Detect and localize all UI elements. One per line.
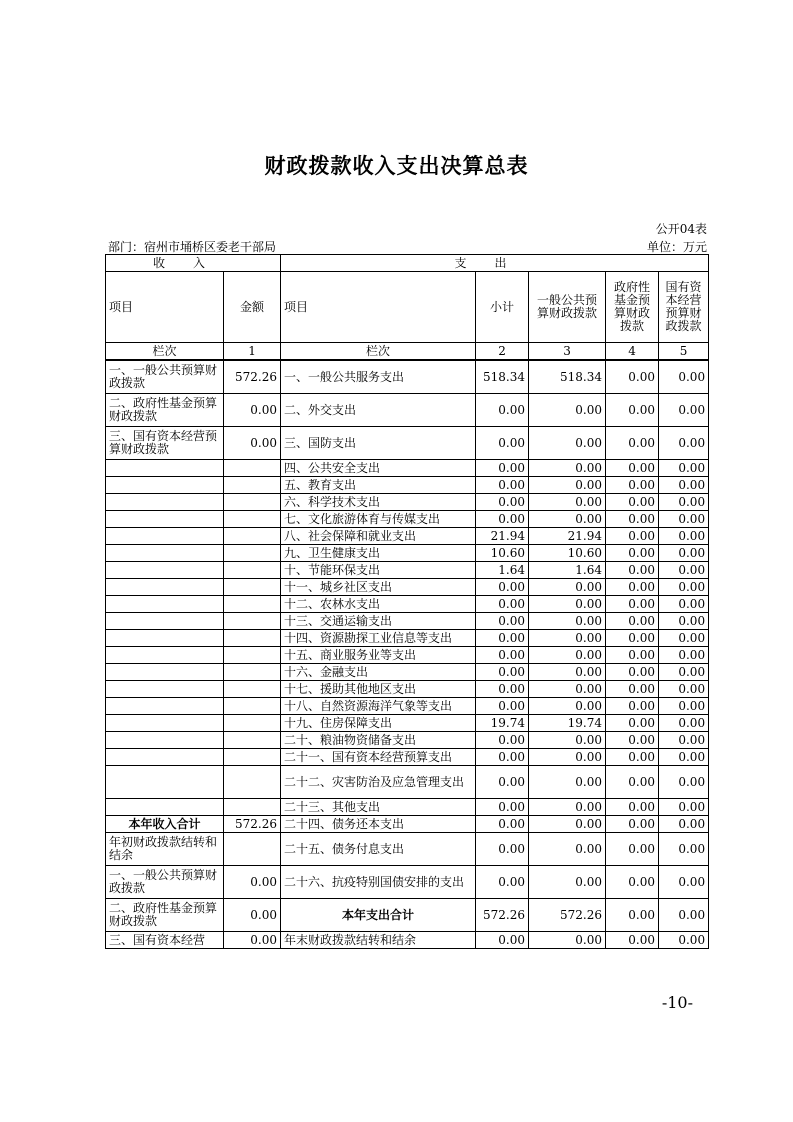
gov-fund-cell: 0.00 <box>606 816 659 833</box>
state-capital-cell: 0.00 <box>659 477 709 494</box>
general-budget-cell: 0.00 <box>529 816 606 833</box>
subtotal-cell: 0.00 <box>476 799 529 816</box>
expense-item-cell: 十七、援助其他地区支出 <box>281 681 476 698</box>
general-budget-cell: 0.00 <box>529 799 606 816</box>
table-row <box>106 732 709 749</box>
expense-item-cell: 五、教育支出 <box>281 477 476 494</box>
income-item-cell <box>106 647 224 664</box>
income-item-cell <box>106 698 224 715</box>
subtotal-cell: 0.00 <box>476 579 529 596</box>
general-budget-cell: 0.00 <box>529 664 606 681</box>
subtotal-cell: 0.00 <box>476 596 529 613</box>
table-row <box>106 562 709 579</box>
expense-item-cell: 本年支出合计 <box>281 899 476 932</box>
expense-item-cell: 十三、交通运输支出 <box>281 613 476 630</box>
state-capital-cell: 0.00 <box>659 932 709 949</box>
table-row <box>106 477 709 494</box>
general-budget-cell: 0.00 <box>529 511 606 528</box>
subtotal-cell: 21.94 <box>476 528 529 545</box>
table-row <box>106 749 709 766</box>
subtotal-cell: 0.00 <box>476 630 529 647</box>
gov-fund-cell: 0.00 <box>606 681 659 698</box>
department-label: 部门：宿州市埇桥区委老干部局 <box>108 240 277 254</box>
expense-item-cell: 十四、资源勘探工业信息等支出 <box>281 630 476 647</box>
expense-item-cell: 八、社会保障和就业支出 <box>281 528 476 545</box>
income-item-cell <box>106 613 224 630</box>
state-capital-cell: 0.00 <box>659 715 709 732</box>
table-row <box>106 613 709 630</box>
table-row <box>106 833 709 866</box>
income-item-cell: 一、一般公共预算财政拨款 <box>106 360 224 394</box>
table-row <box>106 528 709 545</box>
state-capital-cell: 0.00 <box>659 394 709 427</box>
header-row-columns <box>106 272 709 343</box>
income-amount-cell: 572.26 <box>224 816 281 833</box>
gov-fund-cell: 0.00 <box>606 596 659 613</box>
subtotal-cell: 10.60 <box>476 545 529 562</box>
state-capital-cell: 0.00 <box>659 360 709 394</box>
income-item-cell: 三、国有资本经营预算财政拨款 <box>106 427 224 460</box>
gov-fund-cell: 0.00 <box>606 833 659 866</box>
gov-fund-cell: 0.00 <box>606 427 659 460</box>
index-2: 2 <box>476 343 529 361</box>
subtotal-cell: 0.00 <box>476 833 529 866</box>
subtotal-cell: 0.00 <box>476 932 529 949</box>
gov-fund-cell: 0.00 <box>606 494 659 511</box>
gov-fund-cell: 0.00 <box>606 749 659 766</box>
expense-item-cell: 一、一般公共服务支出 <box>281 360 476 394</box>
income-amount-cell <box>224 799 281 816</box>
gov-fund-cell: 0.00 <box>606 460 659 477</box>
general-budget-cell: 0.00 <box>529 630 606 647</box>
general-budget-cell: 0.00 <box>529 681 606 698</box>
state-capital-cell: 0.00 <box>659 562 709 579</box>
subtotal-cell: 0.00 <box>476 681 529 698</box>
income-amount-cell <box>224 562 281 579</box>
income-amount-cell <box>224 732 281 749</box>
expense-item-cell: 十六、金融支出 <box>281 664 476 681</box>
state-capital-cell: 0.00 <box>659 630 709 647</box>
gov-fund-cell: 0.00 <box>606 766 659 799</box>
gov-fund-cell: 0.00 <box>606 360 659 394</box>
table-row <box>106 647 709 664</box>
general-budget-cell: 1.64 <box>529 562 606 579</box>
income-amount-cell <box>224 460 281 477</box>
general-budget-cell: 0.00 <box>529 613 606 630</box>
income-item-cell <box>106 528 224 545</box>
income-amount-cell: 0.00 <box>224 932 281 949</box>
gov-fund-cell: 0.00 <box>606 647 659 664</box>
expense-item-cell: 十五、商业服务业等支出 <box>281 647 476 664</box>
gov-fund-cell: 0.00 <box>606 715 659 732</box>
table-row <box>106 698 709 715</box>
subtotal-cell: 0.00 <box>476 460 529 477</box>
gov-fund-cell: 0.00 <box>606 630 659 647</box>
income-amount-header: 金额 <box>224 272 281 343</box>
page-number: -10- <box>661 993 693 1012</box>
form-code: 公开04表 <box>655 222 707 236</box>
gov-fund-cell: 0.00 <box>606 664 659 681</box>
expense-item-cell: 二十一、国有资本经营预算支出 <box>281 749 476 766</box>
subtotal-cell: 0.00 <box>476 647 529 664</box>
income-amount-cell <box>224 613 281 630</box>
state-capital-cell: 0.00 <box>659 698 709 715</box>
subtotal-cell: 0.00 <box>476 698 529 715</box>
table-row <box>106 360 709 394</box>
general-budget-cell: 0.00 <box>529 647 606 664</box>
income-item-cell: 一、一般公共预算财政拨款 <box>106 866 224 899</box>
income-amount-cell <box>224 664 281 681</box>
state-capital-cell: 0.00 <box>659 596 709 613</box>
income-amount-cell: 0.00 <box>224 427 281 460</box>
gov-fund-cell: 0.00 <box>606 698 659 715</box>
income-amount-cell: 0.00 <box>224 866 281 899</box>
gov-fund-cell: 0.00 <box>606 562 659 579</box>
expense-item-cell: 九、卫生健康支出 <box>281 545 476 562</box>
state-capital-cell: 0.00 <box>659 866 709 899</box>
income-item-cell <box>106 799 224 816</box>
income-amount-cell <box>224 698 281 715</box>
income-amount-cell <box>224 596 281 613</box>
subtotal-header: 小计 <box>476 272 529 343</box>
income-amount-cell <box>224 579 281 596</box>
state-capital-cell: 0.00 <box>659 427 709 460</box>
income-item-cell: 本年收入合计 <box>106 816 224 833</box>
general-budget-cell: 0.00 <box>529 579 606 596</box>
gov-fund-cell: 0.00 <box>606 477 659 494</box>
general-budget-cell: 0.00 <box>529 477 606 494</box>
subtotal-cell: 0.00 <box>476 477 529 494</box>
general-budget-cell: 0.00 <box>529 460 606 477</box>
state-capital-cell: 0.00 <box>659 494 709 511</box>
state-capital-cell: 0.00 <box>659 647 709 664</box>
income-amount-cell <box>224 681 281 698</box>
income-amount-cell: 0.00 <box>224 899 281 932</box>
state-capital-cell: 0.00 <box>659 545 709 562</box>
table-row <box>106 899 709 932</box>
income-amount-cell <box>224 528 281 545</box>
income-item-cell <box>106 596 224 613</box>
income-item-cell <box>106 664 224 681</box>
subtotal-cell: 0.00 <box>476 394 529 427</box>
general-budget-header: 一般公共预算财政拨款 <box>529 272 606 343</box>
income-item-cell <box>106 494 224 511</box>
column-index-row <box>106 343 709 361</box>
expense-item-cell: 十二、农林水支出 <box>281 596 476 613</box>
index-3: 3 <box>529 343 606 361</box>
index-4: 4 <box>606 343 659 361</box>
income-amount-cell <box>224 749 281 766</box>
income-amount-cell <box>224 647 281 664</box>
general-budget-cell: 0.00 <box>529 427 606 460</box>
expense-item-header: 项目 <box>281 272 476 343</box>
table-row <box>106 681 709 698</box>
income-item-cell <box>106 749 224 766</box>
state-capital-cell: 0.00 <box>659 749 709 766</box>
gov-fund-cell: 0.00 <box>606 528 659 545</box>
table-row <box>106 932 709 949</box>
state-capital-cell: 0.00 <box>659 528 709 545</box>
income-amount-cell <box>224 545 281 562</box>
expense-item-cell: 十、节能环保支出 <box>281 562 476 579</box>
table-row <box>106 460 709 477</box>
income-item-cell: 二、政府性基金预算财政拨款 <box>106 899 224 932</box>
table-row <box>106 427 709 460</box>
income-amount-cell: 0.00 <box>224 394 281 427</box>
index-1: 1 <box>224 343 281 361</box>
table-row <box>106 511 709 528</box>
unit-label: 单位：万元 <box>646 240 707 254</box>
expense-item-cell: 二十、粮油物资储备支出 <box>281 732 476 749</box>
income-amount-cell <box>224 715 281 732</box>
expense-item-cell: 二十六、抗疫特别国债安排的支出 <box>281 866 476 899</box>
state-capital-cell: 0.00 <box>659 664 709 681</box>
income-item-cell <box>106 579 224 596</box>
general-budget-cell: 0.00 <box>529 932 606 949</box>
income-item-header: 项目 <box>106 272 224 343</box>
gov-fund-cell: 0.00 <box>606 394 659 427</box>
state-capital-cell: 0.00 <box>659 799 709 816</box>
expense-item-cell: 六、科学技术支出 <box>281 494 476 511</box>
state-capital-cell: 0.00 <box>659 833 709 866</box>
table-row <box>106 596 709 613</box>
subtotal-cell: 0.00 <box>476 664 529 681</box>
expense-item-cell: 年末财政拨款结转和结余 <box>281 932 476 949</box>
income-amount-cell <box>224 477 281 494</box>
gov-fund-cell: 0.00 <box>606 545 659 562</box>
general-budget-cell: 0.00 <box>529 394 606 427</box>
gov-fund-header: 政府性基金预算财政拨款 <box>606 272 659 343</box>
table-row <box>106 799 709 816</box>
income-item-cell <box>106 715 224 732</box>
general-budget-cell: 0.00 <box>529 732 606 749</box>
state-capital-header: 国有资本经营预算财政拨款 <box>659 272 709 343</box>
general-budget-cell: 0.00 <box>529 866 606 899</box>
index-label-left: 栏次 <box>106 343 224 361</box>
income-amount-cell: 572.26 <box>224 360 281 394</box>
expense-item-cell: 二、外交支出 <box>281 394 476 427</box>
income-amount-cell <box>224 833 281 866</box>
income-header: 收入 <box>106 255 281 272</box>
state-capital-cell: 0.00 <box>659 681 709 698</box>
general-budget-cell: 518.34 <box>529 360 606 394</box>
income-item-cell <box>106 511 224 528</box>
income-item-cell <box>106 460 224 477</box>
income-item-cell <box>106 545 224 562</box>
expense-item-cell: 二十二、灾害防治及应急管理支出 <box>281 766 476 799</box>
table-row <box>106 866 709 899</box>
subtotal-cell: 1.64 <box>476 562 529 579</box>
subtotal-cell: 0.00 <box>476 749 529 766</box>
subtotal-cell: 0.00 <box>476 511 529 528</box>
income-item-cell: 二、政府性基金预算财政拨款 <box>106 394 224 427</box>
income-item-cell: 三、国有资本经营 <box>106 932 224 949</box>
table-row <box>106 715 709 732</box>
state-capital-cell: 0.00 <box>659 732 709 749</box>
income-amount-cell <box>224 494 281 511</box>
subtotal-cell: 19.74 <box>476 715 529 732</box>
expense-item-cell: 十一、城乡社区支出 <box>281 579 476 596</box>
gov-fund-cell: 0.00 <box>606 799 659 816</box>
table-row <box>106 394 709 427</box>
income-amount-cell <box>224 766 281 799</box>
subtotal-cell: 0.00 <box>476 427 529 460</box>
expense-item-cell: 四、公共安全支出 <box>281 460 476 477</box>
general-budget-cell: 0.00 <box>529 749 606 766</box>
expense-item-cell: 二十五、债务付息支出 <box>281 833 476 866</box>
table-row <box>106 579 709 596</box>
index-5: 5 <box>659 343 709 361</box>
general-budget-cell: 0.00 <box>529 698 606 715</box>
expense-item-cell: 十八、自然资源海洋气象等支出 <box>281 698 476 715</box>
subtotal-cell: 0.00 <box>476 494 529 511</box>
gov-fund-cell: 0.00 <box>606 866 659 899</box>
general-budget-cell: 0.00 <box>529 833 606 866</box>
general-budget-cell: 19.74 <box>529 715 606 732</box>
general-budget-cell: 0.00 <box>529 494 606 511</box>
expense-item-cell: 二十三、其他支出 <box>281 799 476 816</box>
gov-fund-cell: 0.00 <box>606 579 659 596</box>
income-amount-cell <box>224 511 281 528</box>
general-budget-cell: 572.26 <box>529 899 606 932</box>
general-budget-cell: 0.00 <box>529 596 606 613</box>
state-capital-cell: 0.00 <box>659 766 709 799</box>
header-row-sections <box>106 255 709 272</box>
table-row <box>106 664 709 681</box>
subtotal-cell: 0.00 <box>476 816 529 833</box>
income-item-cell <box>106 630 224 647</box>
expense-item-cell: 二十四、债务还本支出 <box>281 816 476 833</box>
income-item-cell <box>106 562 224 579</box>
subtotal-cell: 572.26 <box>476 899 529 932</box>
general-budget-cell: 21.94 <box>529 528 606 545</box>
income-item-cell <box>106 477 224 494</box>
table-row <box>106 630 709 647</box>
table-row <box>106 766 709 799</box>
expense-item-cell: 七、文化旅游体育与传媒支出 <box>281 511 476 528</box>
income-amount-cell <box>224 630 281 647</box>
general-budget-cell: 10.60 <box>529 545 606 562</box>
subtotal-cell: 0.00 <box>476 766 529 799</box>
state-capital-cell: 0.00 <box>659 511 709 528</box>
income-item-cell <box>106 681 224 698</box>
subtotal-cell: 0.00 <box>476 613 529 630</box>
income-item-cell <box>106 732 224 749</box>
state-capital-cell: 0.00 <box>659 460 709 477</box>
gov-fund-cell: 0.00 <box>606 511 659 528</box>
income-item-cell <box>106 766 224 799</box>
state-capital-cell: 0.00 <box>659 816 709 833</box>
state-capital-cell: 0.00 <box>659 613 709 630</box>
subtotal-cell: 518.34 <box>476 360 529 394</box>
general-budget-cell: 0.00 <box>529 766 606 799</box>
state-capital-cell: 0.00 <box>659 579 709 596</box>
gov-fund-cell: 0.00 <box>606 932 659 949</box>
subtotal-cell: 0.00 <box>476 732 529 749</box>
gov-fund-cell: 0.00 <box>606 899 659 932</box>
index-label-right: 栏次 <box>281 343 476 361</box>
income-item-cell: 年初财政拨款结转和结余 <box>106 833 224 866</box>
table-row <box>106 494 709 511</box>
gov-fund-cell: 0.00 <box>606 613 659 630</box>
gov-fund-cell: 0.00 <box>606 732 659 749</box>
state-capital-cell: 0.00 <box>659 899 709 932</box>
subtotal-cell: 0.00 <box>476 866 529 899</box>
expense-header: 支出 <box>281 255 709 272</box>
expense-item-cell: 十九、住房保障支出 <box>281 715 476 732</box>
expense-item-cell: 三、国防支出 <box>281 427 476 460</box>
budget-summary-table <box>105 254 709 949</box>
table-row <box>106 816 709 833</box>
report-title: 财政拨款收入支出决算总表 <box>264 153 529 178</box>
table-row <box>106 545 709 562</box>
